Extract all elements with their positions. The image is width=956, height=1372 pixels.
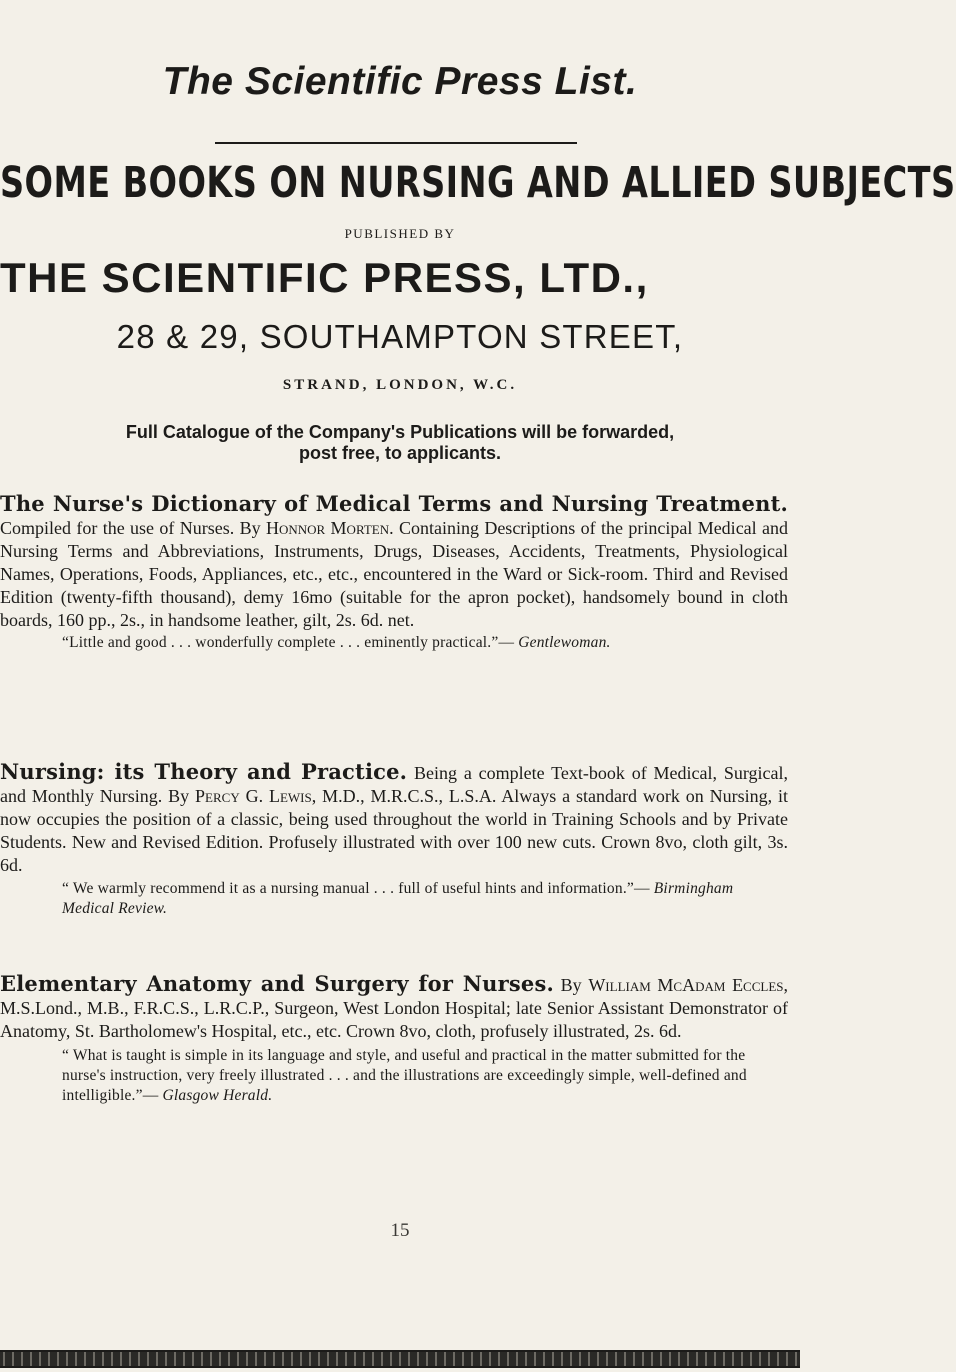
catalogue-note: [0, 422, 800, 464]
publisher-city: STRAND, LONDON, W.C.: [282, 377, 518, 393]
catalogue-note-line-1: Full Catalogue of the Company's Publications will be forwarded,: [125, 422, 675, 442]
book-review-source: Glasgow Herald.: [162, 1087, 273, 1104]
book-review-source: Birmingham Medical Review.: [62, 880, 734, 917]
book-review-quote: “ We warmly recommend it as a nursing manual . . . full of useful hints and information.”—: [62, 880, 650, 897]
page-number: 15: [390, 1220, 410, 1241]
publisher-name: THE SCIENTIFIC PRESS, LTD.,: [0, 254, 649, 301]
book-title: The Nurse's Dictionary of Medical Terms and Nursing Treatment.: [0, 491, 788, 516]
book-title: Elementary Anatomy and Surgery for Nurses.: [0, 971, 555, 996]
main-heading: SOME BOOKS ON NURSING AND ALLIED SUBJECTS: [0, 158, 956, 208]
book-author: Percy G. Lewis,: [195, 786, 317, 806]
book-author: William McAdam Eccles,: [588, 975, 789, 995]
published-by-label: PUBLISHED BY: [344, 226, 456, 241]
page-header-title: The Scientific Press List.: [162, 60, 638, 103]
catalogue-note-line-2: post free, to applicants.: [298, 443, 502, 463]
book-review-quote: “Little and good . . . wonderfully complete . . . eminently practical.”—: [62, 634, 515, 651]
book-title: Nursing: its Theory and Practice.: [0, 759, 408, 784]
book-review-source: Gentlewoman.: [518, 634, 611, 651]
publisher-address: 28 & 29, SOUTHAMPTON STREET,: [116, 318, 684, 355]
header-rule: [215, 142, 577, 144]
book-entry: [0, 972, 788, 1106]
book-description: Being a complete Text-book of Medical, Surgical, and Monthly Nursing. By: [0, 763, 789, 806]
book-author: Honnor Morten.: [265, 518, 394, 538]
book-description-continued: Containing Descriptions of the principal Medical and Nursing Terms and Abbreviations, Instruments, Drugs, Diseases, Accidents, Treatments, Physiological Names, Operations, Foods, Appliances, etc., etc., encountered in the Ward or Sick-room. Third and Revised Edition (twenty-fifth thousand), demy 16mo (suitable for the apron pocket), handsomely bound in cloth boards, 160 pp., 2s., in handsome leather, gilt, 2s. 6d. net.: [0, 518, 789, 630]
book-entry: [0, 492, 788, 653]
book-description: Compiled for the use of Nurses. By: [0, 518, 261, 538]
book-entry: [0, 760, 788, 919]
bottom-border-band: [0, 1350, 800, 1368]
book-description: By: [560, 975, 582, 995]
book-review-quote: “ What is taught is simple in its language and style, and useful and practical in the matter submitted for the nurse's instruction, very freely illustrated . . . and the illustrations are exceedingly simple, well-defined and intelligible.”—: [62, 1047, 747, 1104]
book-description-continued: M.S.Lond., M.B., F.R.C.S., L.R.C.P., Surgeon, West London Hospital; late Senior Assistant Demonstrator of Anatomy, St. Bartholomew's Hospital, etc., etc. Crown 8vo, cloth, profusely illustrated, 2s. 6d.: [0, 998, 788, 1041]
book-description-continued: M.D., M.R.C.S., L.S.A. Always a standard work on Nursing, it now occupies the position of a classic, being used throughout the world in Training Schools and by Private Students. New and Revised Edition. Profusely illustrated with over 100 new cuts. Crown 8vo, cloth gilt, 3s. 6d.: [0, 786, 789, 875]
